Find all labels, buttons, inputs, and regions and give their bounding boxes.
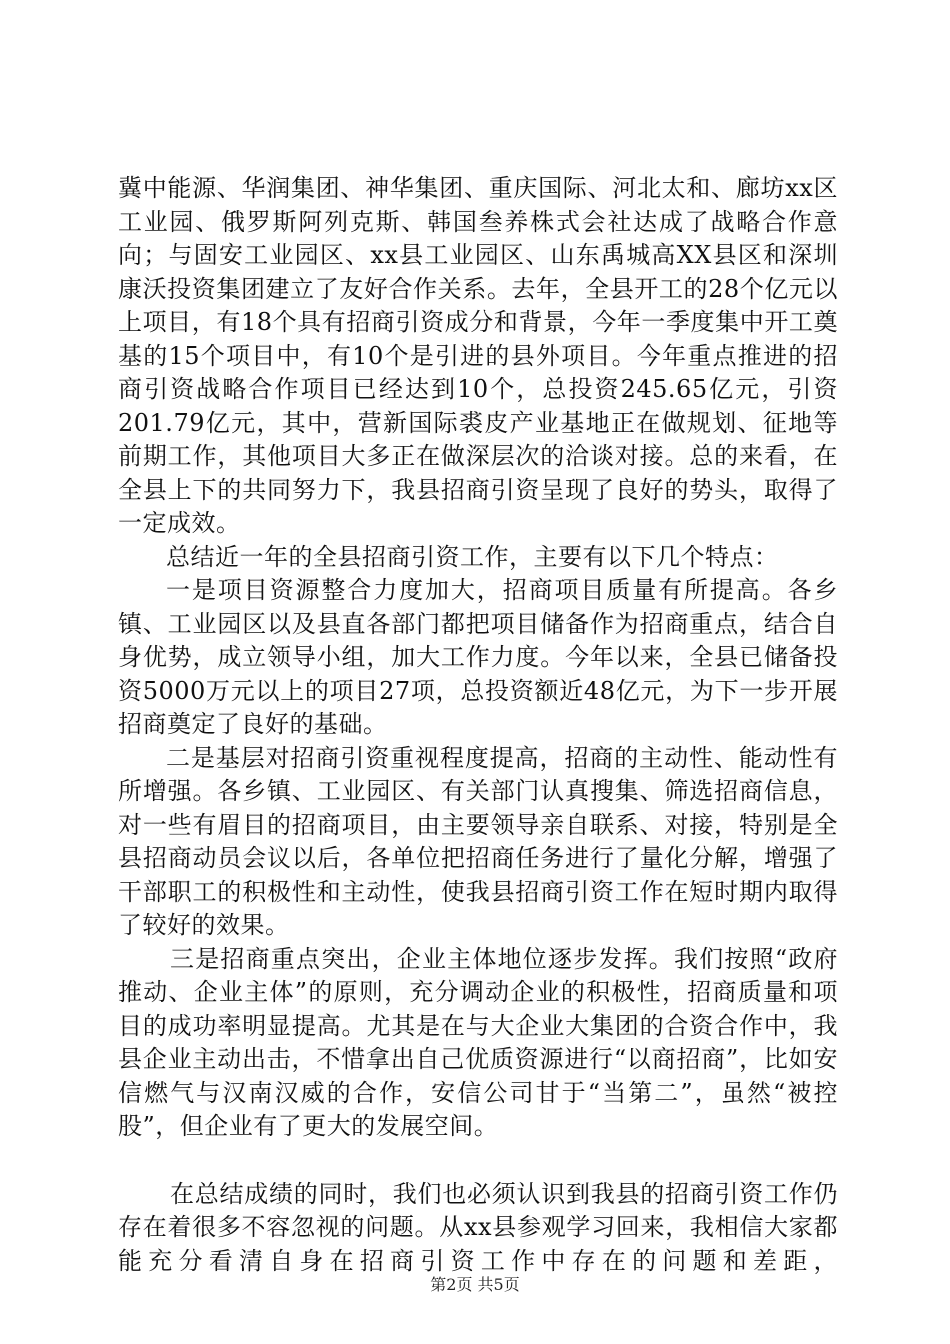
document-body	[118, 172, 838, 1278]
page-indicator: 第2页 共5页	[430, 1275, 520, 1294]
paragraph-feature-two: 二是基层对招商引资重视程度提高，招商的主动性、能动性有所增强。各乡镇、工业园区、有关部门认真搜集、筛选招商信息，对一些有眉目的招商项目，由主要领导亲自联系、对接，特别是全县招商动员会议以后，各单位把招商任务进行了量化分解，增强了干部职工的积极性和主动性，使我县招商引资工作在短时期内取得了较好的效果。	[118, 743, 838, 939]
paragraph-problems: 在总结成绩的同时，我们也必须认识到我县的招商引资工作仍存在着很多不容忽视的问题。从xx县参观学习回来，我相信大家都能充分看清自身在招商引资工作中存在的问题和差距，	[118, 1179, 838, 1275]
paragraph-feature-one: 一是项目资源整合力度加大，招商项目质量有所提高。各乡镇、工业园区以及县直各部门都把项目储备作为招商重点，结合自身优势，成立领导小组，加大工作力度。今年以来，全县已储备投资5000万元以上的项目27项，总投资额近48亿元，为下一步开展招商奠定了良好的基础。	[118, 576, 838, 738]
paragraph-feature-three: 三是招商重点突出，企业主体地位逐步发挥。我们按照“政府推动、企业主体”的原则，充分调动企业的积极性，招商质量和项目的成功率明显提高。尤其是在与大企业大集团的合资合作中，我县企业主动出击，不惜拿出自己优质资源进行“以商招商”，比如安信燃气与汉南汉威的合作，安信公司甘于“当第二”，虽然“被控股”，但企业有了更大的发展空间。	[118, 944, 838, 1140]
paragraph-gap	[118, 1144, 838, 1178]
page-footer	[0, 1272, 950, 1295]
paragraph-summary-intro: 总结近一年的全县招商引资工作，主要有以下几个特点：	[166, 542, 779, 571]
paragraph-investment-results: 冀中能源、华润集团、神华集团、重庆国际、河北太和、廊坊xx区工业园、俄罗斯阿列克斯、韩国叁养株式会社达成了战略合作意向；与固安工业园区、xx县工业园区、山东禹城高XX县区和深圳康沃投资集团建立了友好合作关系。去年，全县开工的28个亿元以上项目，有18个具有招商引资成分和背景，今年一季度集中开工奠基的15个项目中，有10个是引进的县外项目。今年重点推进的招商引资战略合作项目已经达到10个，总投资245.65亿元，引资201.79亿元，其中，营新国际裘皮产业基地正在做规划、征地等前期工作，其他项目大多正在做深层次的洽谈对接。总的来看，在全县上下的共同努力下，我县招商引资呈现了良好的势头，取得了一定成效。	[118, 174, 838, 537]
